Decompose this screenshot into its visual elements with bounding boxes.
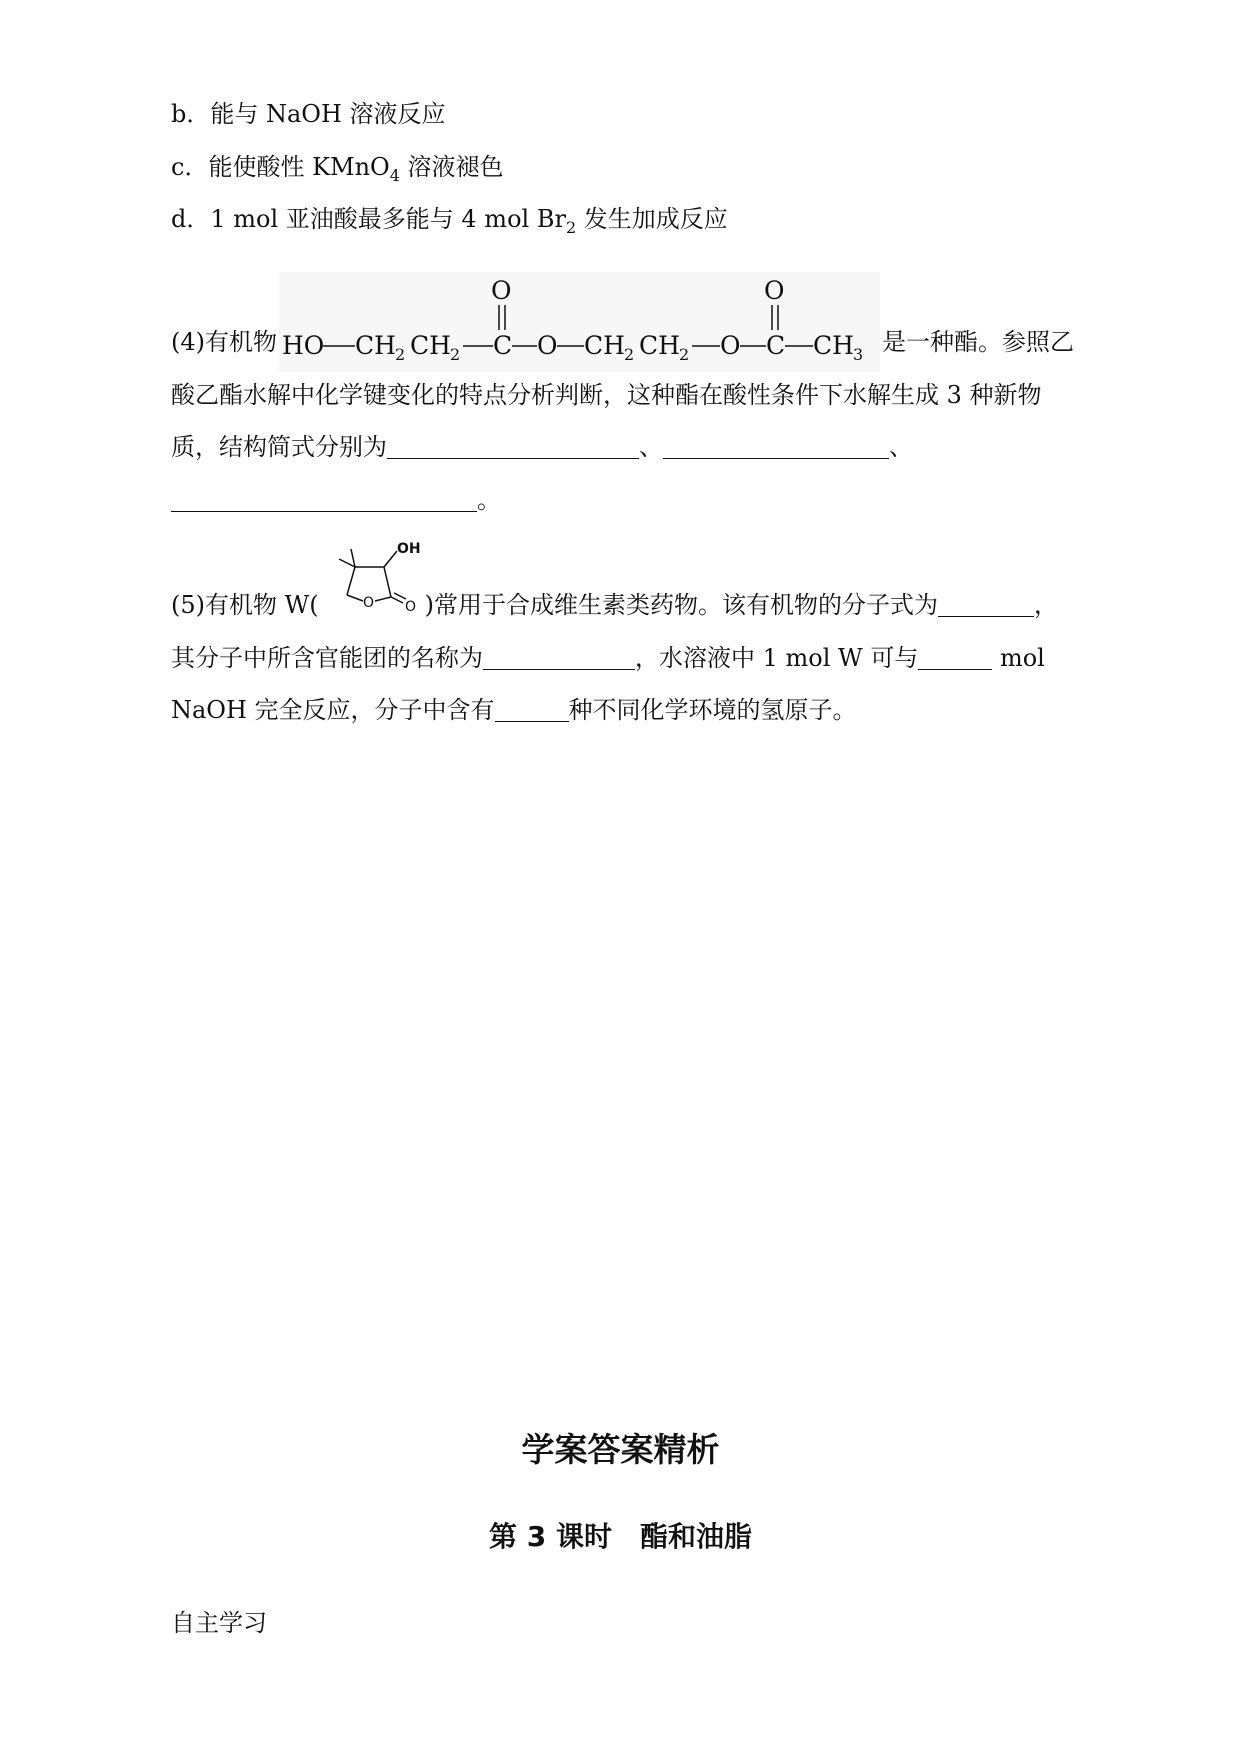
q5-comma: ， — [1034, 591, 1059, 619]
f-o-top2: O — [764, 276, 785, 305]
mol-ring-o: O — [362, 595, 374, 611]
lesson-title: 第 3 课时 酯和油脂 — [489, 1520, 752, 1553]
answer-blank-5[interactable] — [483, 645, 635, 670]
option-c-text: 能使酸性 KMnO — [208, 153, 390, 181]
option-d — [171, 199, 728, 237]
answer-blank-4[interactable] — [938, 592, 1034, 617]
option-d-sub: 2 — [565, 218, 577, 237]
f-ch2-c: CH — [584, 331, 625, 360]
option-c — [171, 147, 504, 185]
q4-line2: 酸乙酯水解中化学键变化的特点分析判断，这种酯在酸性条件下水解生成 3 种新物 — [171, 381, 1042, 409]
q5-line1 — [171, 541, 1059, 625]
option-b-text: 能与 NaOH 溶液反应 — [210, 100, 446, 128]
ester-structural-formula — [279, 272, 880, 372]
f-o-ester1: O — [537, 331, 558, 360]
f-ch2-b: CH — [410, 331, 451, 360]
q4-prefix: (4)有机物 — [171, 328, 277, 356]
option-b-label: b． — [171, 100, 211, 128]
option-c-sub: 4 — [389, 166, 400, 185]
q5-line3 — [171, 690, 857, 725]
f-c1: C — [493, 331, 513, 360]
answer-blank-6[interactable] — [918, 645, 992, 670]
q5-prefix: (5)有机物 W( — [171, 591, 319, 619]
answer-title: 学案答案精析 — [521, 1430, 720, 1469]
answer-blank-3[interactable] — [171, 487, 477, 512]
f-sub-b: 2 — [450, 345, 461, 364]
f-o-top1: O — [491, 276, 512, 305]
q5-line2 — [171, 638, 1045, 673]
q4-suffix: 是一种酯。参照乙 — [882, 328, 1074, 356]
option-d-label: d． — [171, 205, 211, 233]
option-d-text: 1 mol 亚油酸最多能与 4 mol Br — [210, 205, 566, 233]
q4-line3 — [171, 427, 913, 462]
option-d-text-after: 发生加成反应 — [576, 205, 728, 233]
q4-line4 — [171, 480, 501, 515]
option-c-text-after: 溶液褪色 — [399, 153, 504, 181]
q4-line3-prefix: 质，结构简式分别为 — [171, 433, 387, 461]
option-c-label: c． — [171, 153, 209, 181]
answer-blank-7[interactable] — [495, 697, 569, 722]
answer-blank-1[interactable] — [387, 434, 639, 459]
answer-blank-2[interactable] — [663, 434, 889, 459]
f-sub-3: 3 — [853, 345, 864, 364]
f-o-ester2: O — [720, 331, 741, 360]
mol-oh: OH — [396, 541, 421, 557]
f-sub-a: 2 — [395, 345, 406, 364]
f-ch2-d: CH — [639, 331, 680, 360]
lactone-ring-structure — [317, 535, 427, 625]
q4-sep-1: 、 — [639, 433, 663, 461]
q4-sep-2: 、 — [889, 433, 913, 461]
q5-line2-b: ，水溶液中 1 mol W 可与 — [635, 644, 919, 672]
f-sub-c: 2 — [624, 345, 635, 364]
mol-carbonyl-o: O — [404, 599, 416, 615]
f-c2: C — [766, 331, 786, 360]
f-ho: HO — [282, 331, 325, 360]
q5-line3-a: NaOH 完全反应，分子中含有 — [171, 696, 495, 724]
q5-text1: )常用于合成维生素类药物。该有机物的分子式为 — [424, 591, 939, 619]
option-b — [171, 94, 446, 129]
f-sub-d: 2 — [679, 345, 690, 364]
section-heading: 自主学习 — [171, 1609, 267, 1637]
q4-end: 。 — [477, 486, 501, 514]
q5-line2-c: mol — [992, 644, 1045, 672]
q4-line1 — [171, 276, 1074, 372]
q5-line3-b: 种不同化学环境的氢原子。 — [568, 696, 857, 724]
f-ch3: CH — [813, 331, 854, 360]
q5-line2-a: 其分子中所含官能团的名称为 — [171, 644, 483, 672]
f-ch2-a: CH — [355, 331, 396, 360]
